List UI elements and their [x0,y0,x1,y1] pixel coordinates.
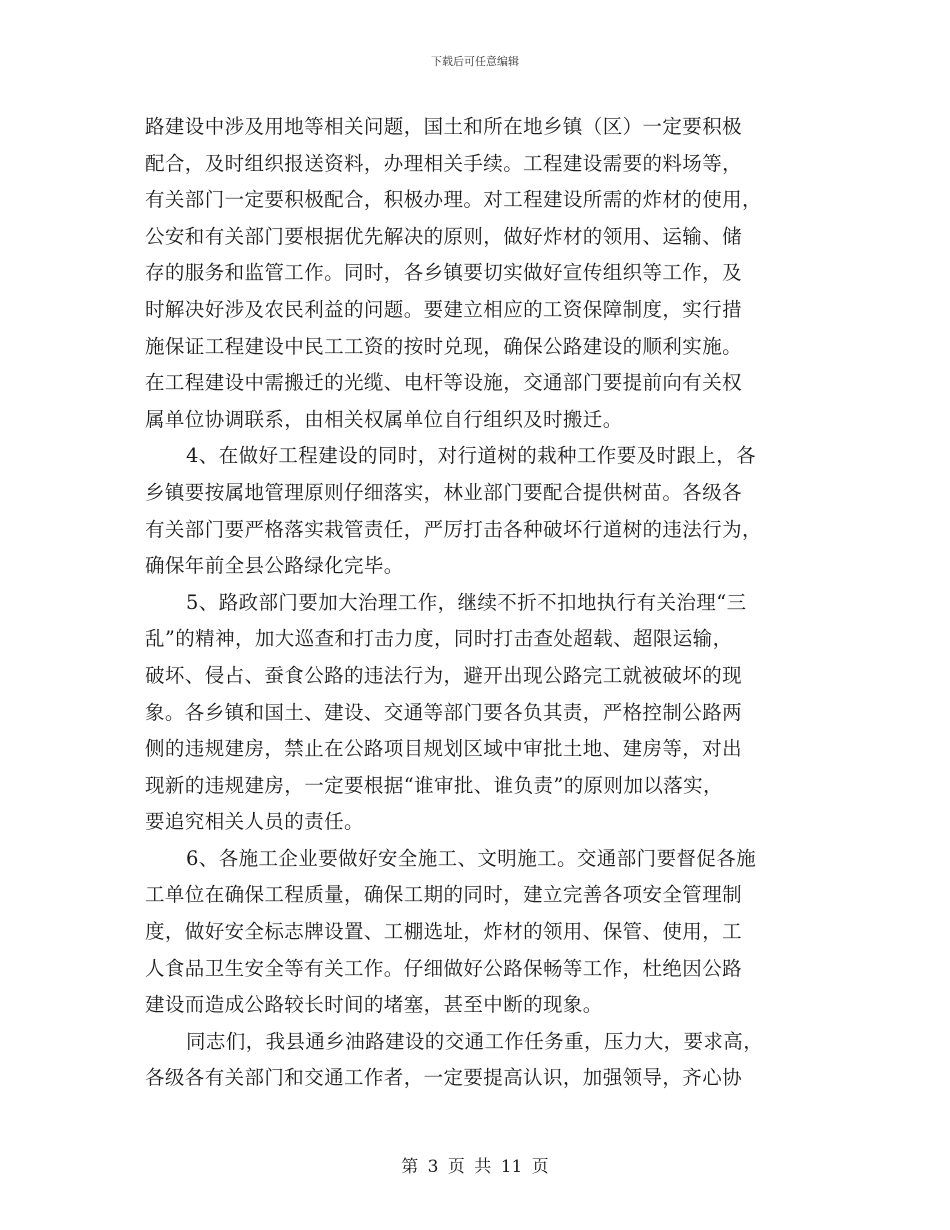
body-line: 工单位在确保工程质量，确保工期的同时，建立完善各项安全管理制 [145,883,743,907]
body-line: 要追究相关人员的责任。 [145,810,364,834]
body-line: 存的服务和监管工作。同时，各乡镇要切实做好宣传组织等工作，及 [145,261,743,285]
body-line: 有关部门要严格落实栽管责任，严厉打击各种破坏行道树的违法行为， [145,517,762,541]
body-line: 属单位协调联系，由相关权属单位自行组织及时搬迁。 [145,407,623,431]
body-line: 时解决好涉及农民利益的问题。要建立相应的工资保障制度，实行措 [145,297,743,321]
body-line: 乱”的精神，加大巡查和打击力度，同时打击查处超载、超限运输， [145,627,733,651]
body-line: 有关部门一定要积极配合，积极办理。对工程建设所需的炸材的使用， [145,188,762,212]
paragraph-start-line: 同志们，我县通乡油路建设的交通工作任务重，压力大，要求高， [186,1029,764,1053]
page-header: 下载后可任意编辑 [431,55,519,68]
body-line: 建设而造成公路较长时间的堵塞，甚至中断的现象。 [145,993,603,1017]
body-line: 路建设中涉及用地等相关问题，国土和所在地乡镇（区）一定要积极 [145,115,743,138]
document-body [145,109,807,1097]
body-line: 侧的违规建房，禁止在公路项目规划区域中审批土地、建房等，对出 [145,737,743,761]
body-line: 各级各有关部门和交通工作者，一定要提高认识，加强领导，齐心协 [145,1066,743,1090]
body-line: 确保年前全县公路绿化完毕。 [145,554,404,578]
paragraph-start-line: 4、在做好工程建设的同时，对行道树的栽种工作要及时跟上，各 [186,444,757,468]
page-footer: 第 3 页 共 11 页 [401,1157,549,1177]
body-line: 破坏、侵占、蚕食公路的违法行为，避开出现公路完工就被破坏的现 [145,663,743,687]
body-line: 施保证工程建设中民工工资的按时兑现，确保公路建设的顺利实施。 [145,334,743,358]
body-line: 现新的违规建房，一定要根据“谁审批、谁负责”的原则加以落实， [145,773,723,797]
paragraph-start-line: 5、路政部门要加大治理工作，继续不折不扣地执行有关治理“三 [186,590,747,614]
body-line: 配合，及时组织报送资料，办理相关手续。工程建设需要的料场等， [145,151,743,175]
body-line: 人食品卫生安全等有关工作。仔细做好公路保畅等工作，杜绝因公路 [145,956,743,980]
paragraph-start-line: 6、各施工企业要做好安全施工、文明施工。交通部门要督促各施 [186,846,757,870]
body-line: 象。各乡镇和国土、建设、交通等部门要各负其责，严格控制公路两 [145,700,743,724]
body-line: 公安和有关部门要根据优先解决的原则，做好炸材的领用、运输、储 [145,224,743,248]
body-line: 在工程建设中需搬迁的光缆、电杆等设施，交通部门要提前向有关权 [145,371,743,395]
body-line: 度，做好安全标志牌设置、工棚选址，炸材的领用、保管、使用，工 [145,920,743,944]
body-line: 乡镇要按属地管理原则仔细落实，林业部门要配合提供树苗。各级各 [145,480,743,504]
